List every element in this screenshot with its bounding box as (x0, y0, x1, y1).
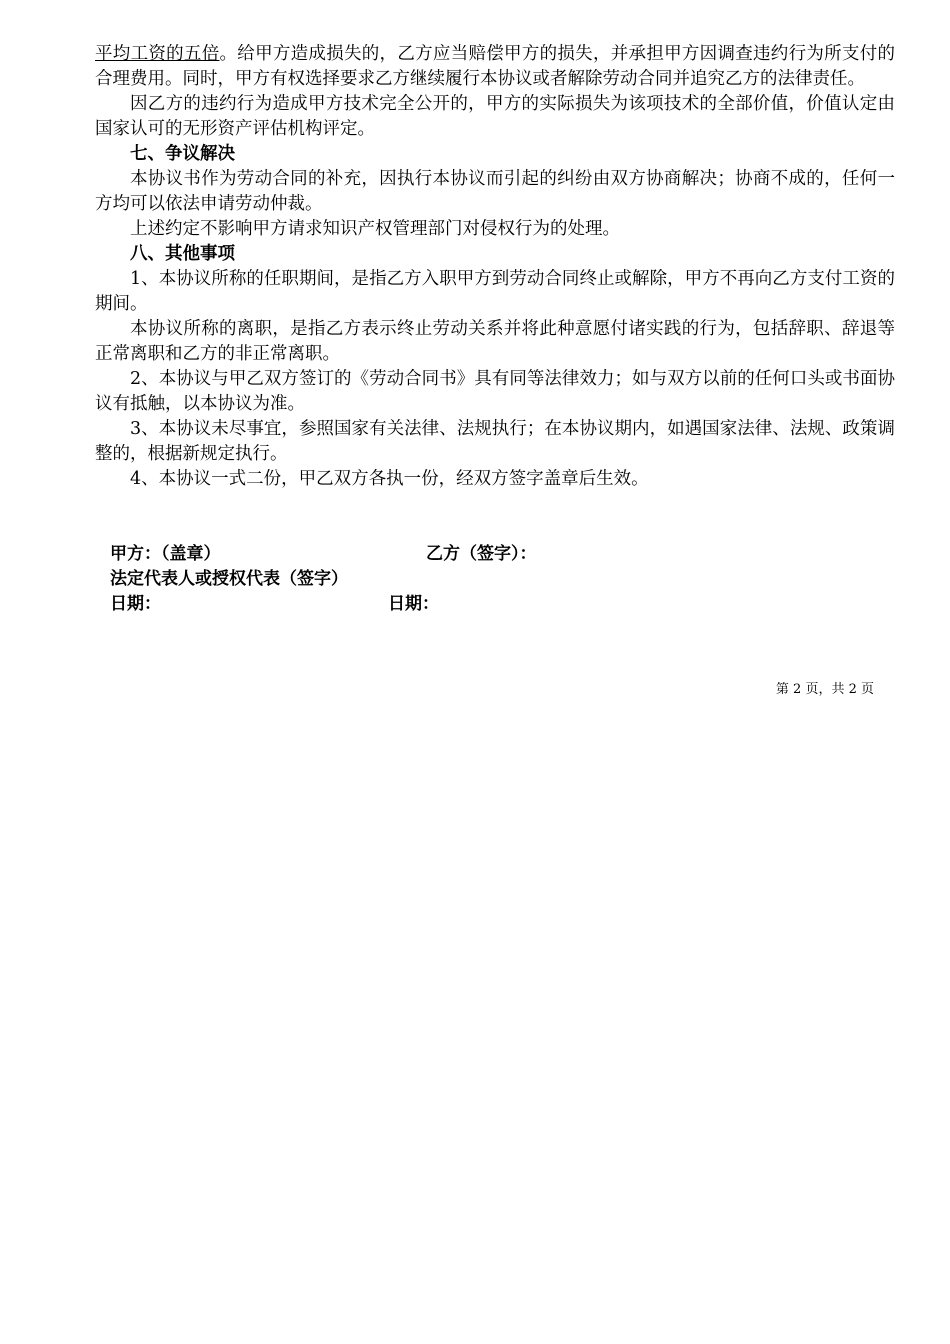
document-body (95, 42, 895, 492)
signature-row-parties (110, 542, 810, 567)
party-b-label: 乙方（签字）： (426, 544, 537, 564)
paragraph-technology-disclosure: 因乙方的违约行为造成甲方技术完全公开的，甲方的实际损失为该项技术的全部价值，价值认定由国家认可的无形资产评估机构评定。 (95, 94, 895, 139)
paragraph-copies: 4、本协议一式二份，甲乙双方各执一份，经双方签字盖章后生效。 (130, 469, 649, 489)
section-8-title: 八、其他事项 (130, 244, 235, 264)
date-a-label: 日期： (110, 594, 161, 614)
date-b-label: 日期： (388, 594, 439, 614)
signature-row-legal-rep (110, 567, 810, 592)
paragraph-ip-handling: 上述约定不影响甲方请求知识产权管理部门对侵权行为的处理。 (130, 219, 620, 239)
signature-row-dates (110, 592, 810, 617)
party-a-label: 甲方：（盖章） (110, 544, 221, 564)
paragraph-penalty (95, 42, 895, 92)
page-number: 第 2 页，共 2 页 (775, 682, 874, 697)
paragraph-unresolved-matters: 3、本协议未尽事宜，参照国家有关法律、法规执行；在本协议期内，如遇国家法律、法规、政策调整的，根据新规定执行。 (95, 419, 895, 464)
paragraph-tenure-definition: 1、本协议所称的任职期间，是指乙方入职甲方到劳动合同终止或解除，甲方不再向乙方支付工资的期间。 (95, 269, 895, 314)
legal-representative-label: 法定代表人或授权代表（签字） (110, 569, 348, 589)
paragraph-resignation-definition: 本协议所称的离职，是指乙方表示终止劳动关系并将此种意愿付诸实践的行为，包括辞职、辞退等正常离职和乙方的非正常离职。 (95, 319, 895, 364)
signature-block (110, 542, 810, 617)
section-7-title: 七、争议解决 (130, 144, 235, 164)
paragraph-penalty-text: 。给甲方造成损失的，乙方应当赔偿甲方的损失，并承担甲方因调查违约行为所支付的合理费用。同时，甲方有权选择要求乙方继续履行本协议或者解除劳动合同并追究乙方的法律责任。 (95, 44, 896, 89)
paragraph-legal-effect: 2、本协议与甲乙双方签订的《劳动合同书》具有同等法律效力；如与双方以前的任何口头或书面协议有抵触，以本协议为准。 (95, 369, 895, 414)
underlined-text: 平均工资的五倍 (95, 44, 220, 64)
paragraph-dispute-resolution: 本协议书作为劳动合同的补充，因执行本协议而引起的纠纷由双方协商解决；协商不成的，任何一方均可以依法申请劳动仲裁。 (95, 169, 895, 214)
